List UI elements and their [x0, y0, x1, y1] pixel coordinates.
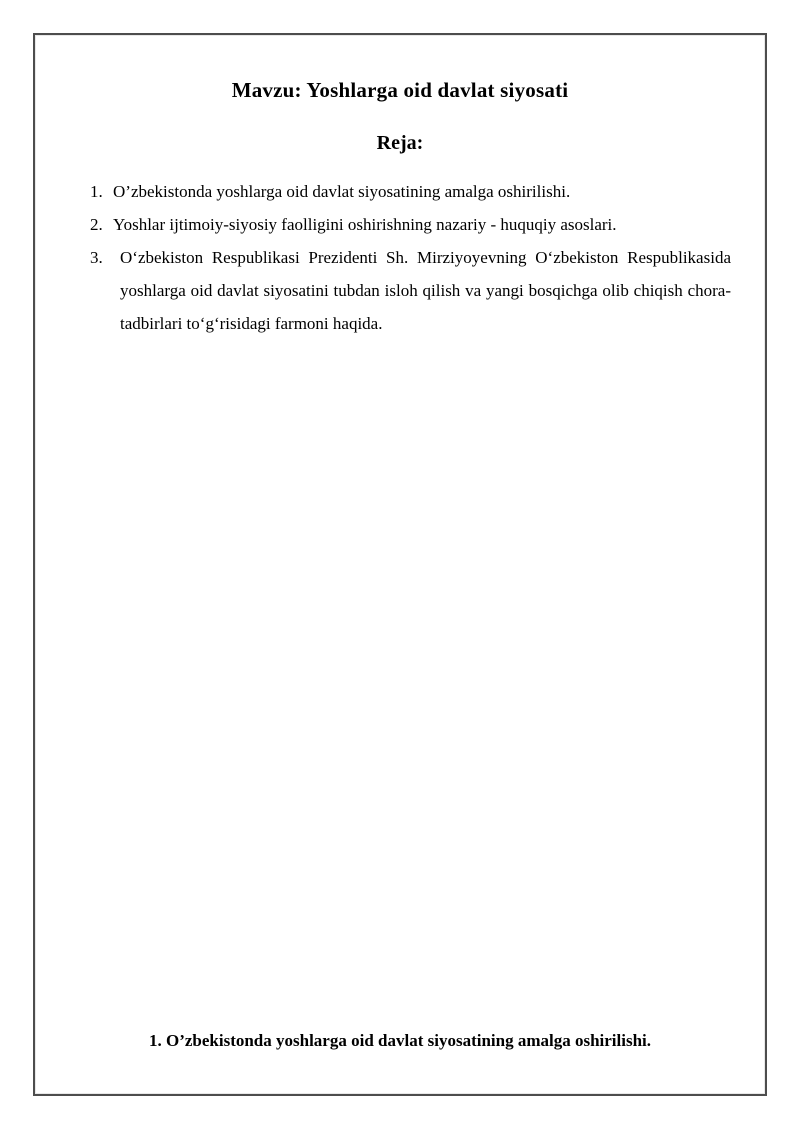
list-item	[90, 175, 731, 208]
list-item-text: Oʻzbekiston Respublikasi Prezidenti Sh. Mirziyoyevning Oʻzbekiston Respublikasida yoshlarga oid davlat siyosatini tubdan isloh qilish va yangi bosqichga olib chiqish chora-tadbirlari toʻgʻrisidagi farmoni haqida.	[120, 248, 731, 333]
list-item-number: 2.	[90, 215, 103, 234]
list-item-text: Yoshlar ijtimoiy-siyosiy faolligini oshirishning nazariy - huquqiy asoslari.	[113, 215, 617, 234]
list-item	[90, 241, 731, 340]
plan-list	[90, 175, 731, 340]
list-item-number: 3.	[90, 248, 103, 267]
document-title: Mavzu: Yoshlarga oid davlat siyosati	[231, 78, 569, 102]
list-item-number: 1.	[90, 182, 103, 201]
list-item	[90, 208, 731, 241]
plan-heading: Reja:	[376, 132, 424, 154]
list-item-text: O’zbekistonda yoshlarga oid davlat siyosatining amalga oshirilishi.	[113, 182, 571, 201]
document-page	[33, 33, 767, 1096]
section-heading: 1. O’zbekistonda yoshlarga oid davlat siyosatining amalga oshirilishi.	[148, 1031, 652, 1050]
